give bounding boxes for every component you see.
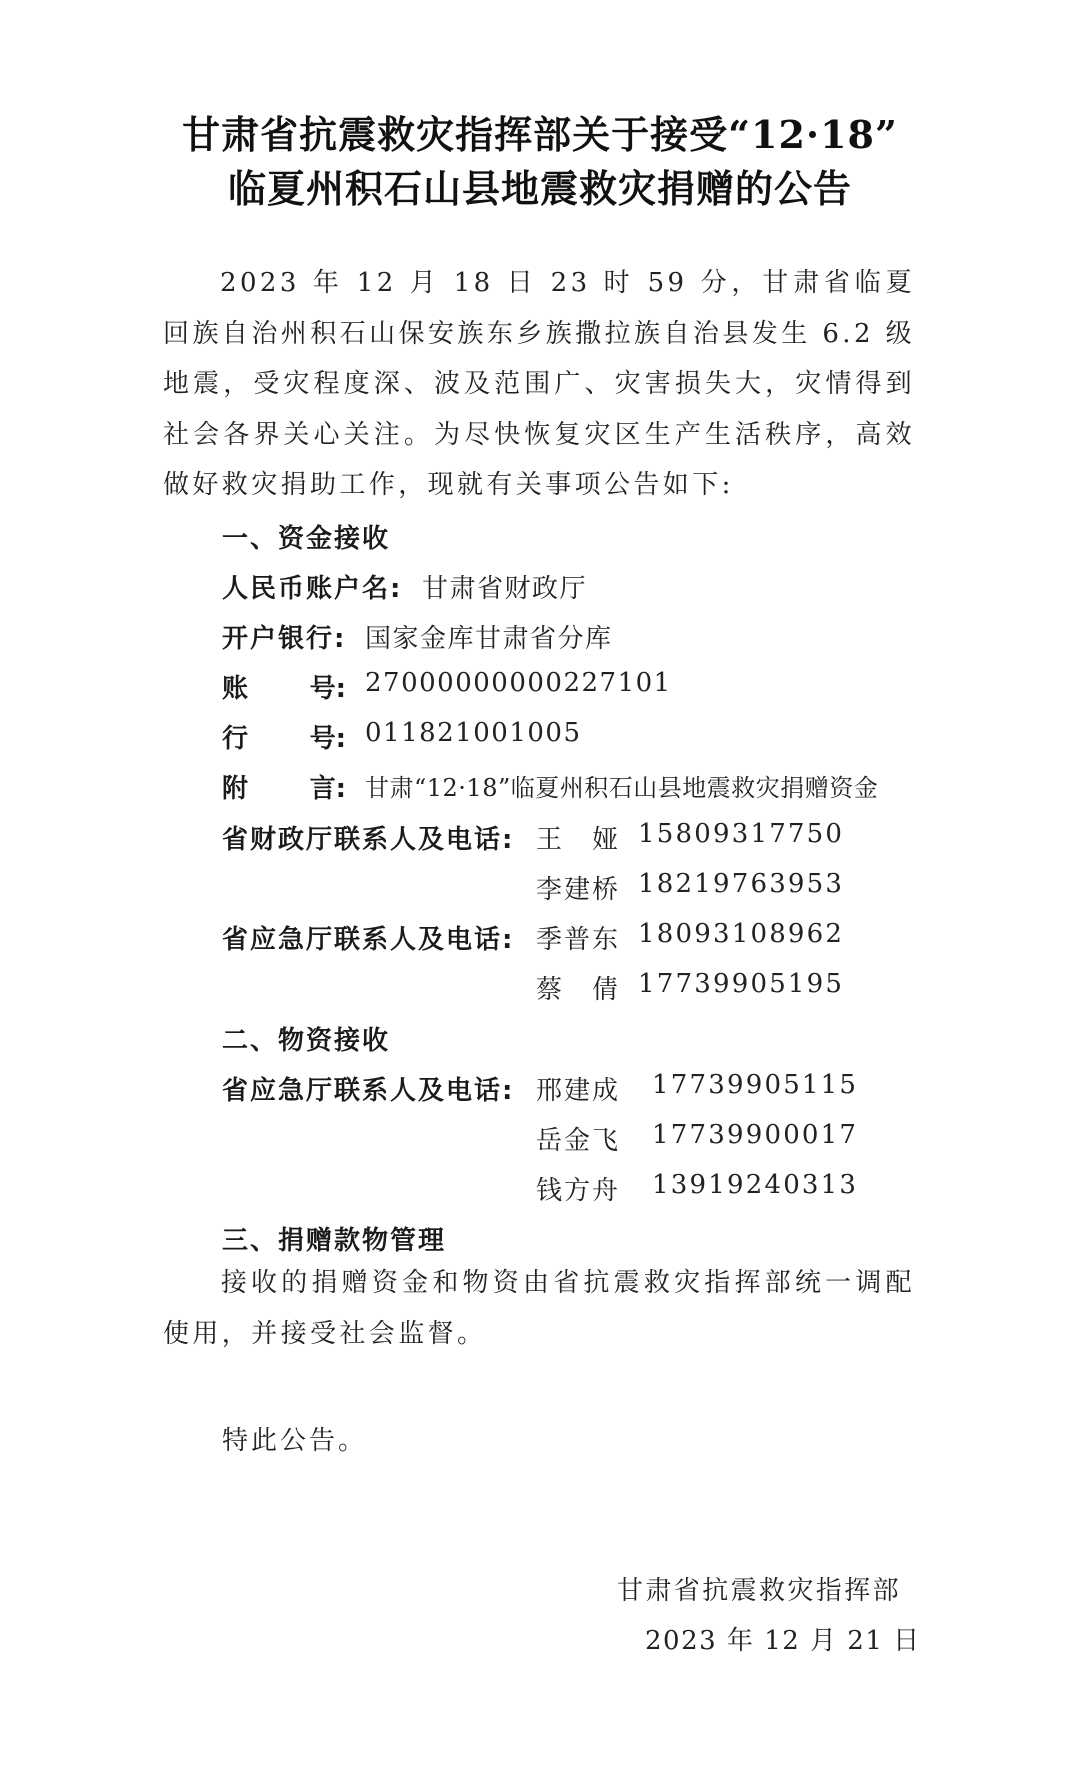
- finance-contact-phone-1: 15809317750: [638, 819, 845, 849]
- finance-contact-phone-2: 18219763953: [638, 869, 845, 899]
- note-value: 甘肃“12·18”临夏州积石山县地震救灾捐赠资金: [365, 774, 879, 802]
- account-name-value: 甘肃省财政厅: [422, 574, 588, 604]
- materials-contact-phone-3: 13919240313: [652, 1170, 859, 1200]
- account-name-label: 人民币账户名:: [222, 574, 403, 604]
- materials-contact-name-2: 岳金飞: [536, 1126, 621, 1156]
- account-number-label-b: 号:: [309, 674, 346, 704]
- emergency-contact-name-1: 季普东: [536, 925, 621, 955]
- intro-text: 2023 年 12 月 18 日 23 时 59 分，甘肃省临夏回族自治州积石山保安族东乡族撒拉族自治县发生 6.2 级地震，受灾程度深、波及范围广、灾害损失大，灾情得到社会各界关心关注。为尽快恢复灾区生产生活秩序，高效做好救灾捐助工作，现就有关事项公告如下:: [163, 268, 915, 500]
- account-number-label-a: 账: [222, 674, 249, 704]
- bank-label: 开户银行:: [222, 624, 347, 654]
- document-title-line-2: 临夏州积石山县地震救灾捐赠的公告: [227, 166, 852, 211]
- document-title-line-1: 甘肃省抗震救灾指挥部关于接受“12·18”: [182, 112, 898, 157]
- section-3-text: 接收的捐赠资金和物资由省抗震救灾指挥部统一调配使用，并接受社会监督。: [163, 1268, 915, 1349]
- emergency-contact-phone-1: 18093108962: [638, 919, 845, 949]
- materials-contact-label: 省应急厅联系人及电话:: [222, 1076, 515, 1106]
- finance-contact-name-1: 王 娅: [536, 825, 621, 855]
- note-label-b: 言:: [309, 774, 346, 804]
- materials-contact-name-1: 邢建成: [536, 1076, 621, 1106]
- intro-paragraph: [163, 258, 915, 511]
- note-label: [222, 768, 346, 805]
- materials-contact-phone-1: 17739905115: [652, 1070, 859, 1100]
- signature-date: 2023 年 12 月 21 日: [645, 1626, 921, 1656]
- finance-contact-label: 省财政厅联系人及电话:: [222, 825, 515, 855]
- emergency-contact-name-2: 蔡 倩: [536, 975, 621, 1005]
- emergency-contact-phone-2: 17739905195: [638, 969, 845, 999]
- bank-value: 国家金库甘肃省分库: [365, 624, 613, 654]
- bank-number-label-a: 行: [222, 724, 249, 754]
- section-3-paragraph: [163, 1258, 915, 1359]
- section-1-heading: 一、资金接收: [222, 524, 391, 554]
- signature-organization: 甘肃省抗震救灾指挥部: [617, 1576, 902, 1606]
- materials-contact-name-3: 钱方舟: [536, 1176, 621, 1206]
- section-2-heading: 二、物资接收: [222, 1026, 391, 1056]
- closing-statement: 特此公告。: [222, 1426, 368, 1456]
- account-number-label: [222, 668, 346, 705]
- section-3-heading: 三、捐赠款物管理: [222, 1226, 447, 1256]
- emergency-contact-label: 省应急厅联系人及电话:: [222, 925, 515, 955]
- bank-number-value: 011821001005: [365, 718, 582, 748]
- account-number-value: 27000000000227101: [365, 668, 672, 698]
- note-label-a: 附: [222, 774, 249, 804]
- finance-contact-name-2: 李建桥: [536, 875, 621, 905]
- bank-number-label: [222, 718, 346, 755]
- materials-contact-phone-2: 17739900017: [652, 1120, 859, 1150]
- bank-number-label-b: 号:: [309, 724, 346, 754]
